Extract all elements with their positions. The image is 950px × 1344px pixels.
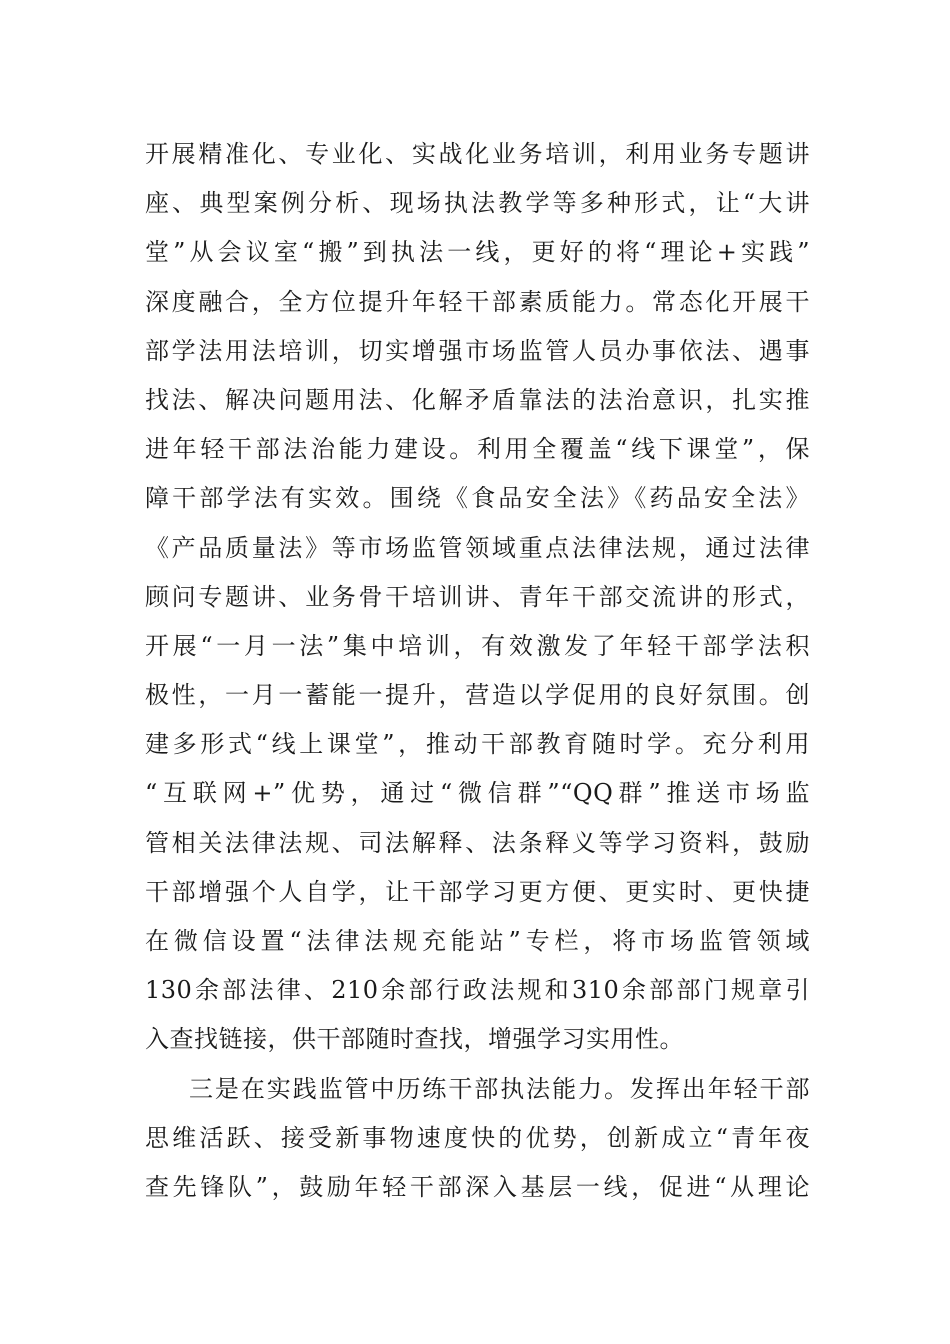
text-line: 顾问专题讲、业务骨干培训讲、青年干部交流讲的形式， bbox=[145, 582, 810, 611]
text-line: 开展“一月一法”集中培训，有效激发了年轻干部学法积 bbox=[145, 631, 810, 660]
text-line: 极性，一月一蓄能一提升，营造以学促用的良好氛围。创 bbox=[145, 681, 810, 710]
text-line: 座、典型案例分析、现场执法教学等多种形式，让“大讲 bbox=[145, 189, 810, 218]
text-line: 部学法用法培训，切实增强市场监管人员办事依法、遇事 bbox=[145, 336, 810, 365]
text-line: 干部增强个人自学，让干部学习更方便、更实时、更快捷 bbox=[145, 877, 810, 906]
paragraph-start-line: 三是在实践监管中历练干部执法能力。发挥出年轻干部 bbox=[189, 1074, 810, 1103]
text-line: 《产品质量法》等市场监管领域重点法律法规，通过法律 bbox=[145, 533, 810, 562]
text-line: 130余部法律、210余部行政法规和310余部部门规章引 bbox=[145, 976, 810, 1005]
text-line: 深度融合，全方位提升年轻干部素质能力。常态化开展干 bbox=[145, 287, 810, 316]
text-line: 在微信设置“法律法规充能站”专栏，将市场监管领域 bbox=[145, 927, 810, 955]
text-line: 入查找链接，供干部随时查找，增强学习实用性。 bbox=[145, 1025, 684, 1054]
text-line: 堂”从会议室“搬”到执法一线，更好的将“理论+实践” bbox=[145, 238, 810, 267]
text-line: 建多形式“线上课堂”，推动干部教育随时学。充分利用 bbox=[145, 730, 810, 759]
text-line: “互联网+”优势，通过“微信群”“QQ群”推送市场监 bbox=[145, 779, 810, 808]
text-line: 管相关法律法规、司法解释、法条释义等学习资料，鼓励 bbox=[145, 828, 810, 857]
text-line: 障干部学法有实效。围绕《食品安全法》《药品安全法》 bbox=[145, 484, 810, 513]
text-line: 找法、解决问题用法、化解矛盾靠法的法治意识，扎实推 bbox=[145, 385, 810, 414]
body-text bbox=[145, 130, 810, 1212]
text-line: 查先锋队”，鼓励年轻干部深入基层一线，促进“从理论 bbox=[145, 1172, 810, 1201]
text-line: 进年轻干部法治能力建设。利用全覆盖“线下课堂”，保 bbox=[145, 435, 810, 464]
text-line: 开展精准化、专业化、实战化业务培训，利用业务专题讲 bbox=[145, 140, 810, 168]
text-line: 思维活跃、接受新事物速度快的优势，创新成立“青年夜 bbox=[145, 1123, 810, 1152]
